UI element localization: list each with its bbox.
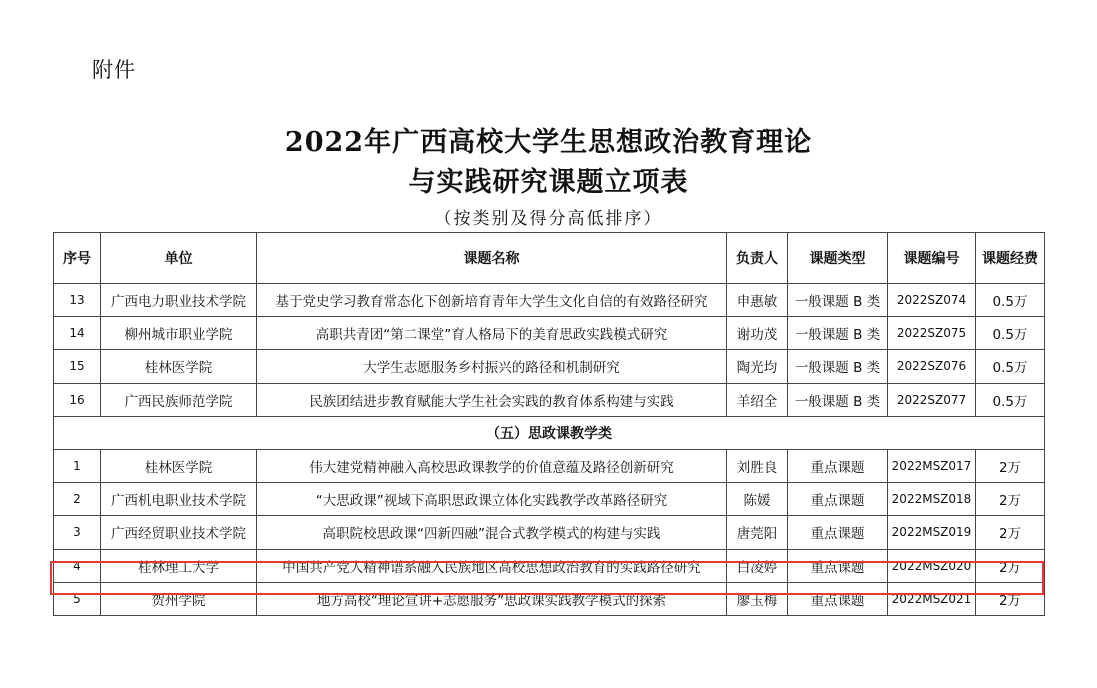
cell-fund: 0.5万	[976, 383, 1045, 416]
table-row	[54, 449, 1045, 482]
cell-code: 2022MSZ021	[888, 582, 976, 615]
cell-unit: 广西经贸职业技术学院	[101, 516, 257, 549]
page-title-line2: 与实践研究课题立项表	[408, 167, 689, 198]
cell-leader: 廖玉梅	[727, 582, 788, 615]
cell-code: 2022SZ075	[888, 317, 976, 350]
cell-topic: 伟大建党精神融入高校思政课教学的价值意蕴及路径创新研究	[257, 449, 727, 482]
cell-fund: 0.5万	[976, 284, 1045, 317]
cell-unit: 桂林医学院	[101, 350, 257, 383]
table-row	[54, 516, 1045, 549]
table-header-row	[54, 233, 1045, 284]
cell-type: 一般课题 B 类	[788, 317, 888, 350]
cell-seq: 4	[54, 549, 101, 582]
cell-leader: 陈媛	[727, 483, 788, 516]
cell-unit: 桂林理工大学	[101, 549, 257, 582]
cell-topic: 基于党史学习教育常态化下创新培育青年大学生文化自信的有效路径研究	[257, 284, 727, 317]
header-type: 课题类型	[788, 233, 888, 284]
cell-topic: 高职院校思政课“四新四融”混合式教学模式的构建与实践	[257, 516, 727, 549]
cell-code: 2022MSZ017	[888, 449, 976, 482]
header-fund: 课题经费	[976, 233, 1045, 284]
cell-leader: 刘胜良	[727, 449, 788, 482]
cell-type: 一般课题 B 类	[788, 383, 888, 416]
table-row	[54, 582, 1045, 615]
cell-fund: 2万	[976, 483, 1045, 516]
cell-seq: 15	[54, 350, 101, 383]
cell-leader: 羊绍全	[727, 383, 788, 416]
cell-topic: 大学生志愿服务乡村振兴的路径和机制研究	[257, 350, 727, 383]
page-subtitle: （按类别及得分高低排序）	[434, 209, 663, 229]
cell-fund: 2万	[976, 549, 1045, 582]
header-seq: 序号	[54, 233, 101, 284]
table-row	[54, 383, 1045, 416]
cell-topic: 高职共青团“第二课堂”育人格局下的美育思政实践模式研究	[257, 317, 727, 350]
cell-leader: 白凌婷	[727, 549, 788, 582]
cell-type: 重点课题	[788, 483, 888, 516]
attachment-label: 附件	[92, 58, 136, 82]
cell-seq: 16	[54, 383, 101, 416]
section-label: （五）思政课教学类	[54, 416, 1045, 449]
cell-fund: 2万	[976, 582, 1045, 615]
table-row-highlighted	[54, 549, 1045, 582]
table-row	[54, 317, 1045, 350]
cell-seq: 1	[54, 449, 101, 482]
cell-leader: 唐莞阳	[727, 516, 788, 549]
cell-code: 2022MSZ019	[888, 516, 976, 549]
cell-topic: 中国共产党人精神谱系融入民族地区高校思想政治教育的实践路径研究	[257, 549, 727, 582]
cell-seq: 2	[54, 483, 101, 516]
header-code: 课题编号	[888, 233, 976, 284]
cell-seq: 5	[54, 582, 101, 615]
page-title-line1: 2022年广西高校大学生思想政治教育理论	[284, 127, 813, 158]
cell-seq: 13	[54, 284, 101, 317]
cell-type: 一般课题 B 类	[788, 284, 888, 317]
cell-fund: 0.5万	[976, 317, 1045, 350]
cell-unit: 桂林医学院	[101, 449, 257, 482]
cell-unit: 柳州城市职业学院	[101, 317, 257, 350]
cell-code: 2022SZ077	[888, 383, 976, 416]
cell-unit: 贺州学院	[101, 582, 257, 615]
cell-type: 重点课题	[788, 449, 888, 482]
cell-unit: 广西民族师范学院	[101, 383, 257, 416]
cell-unit: 广西电力职业技术学院	[101, 284, 257, 317]
table-row	[54, 284, 1045, 317]
cell-code: 2022MSZ018	[888, 483, 976, 516]
project-table	[53, 232, 1045, 616]
cell-unit: 广西机电职业技术学院	[101, 483, 257, 516]
cell-topic: 民族团结进步教育赋能大学生社会实践的教育体系构建与实践	[257, 383, 727, 416]
cell-type: 一般课题 B 类	[788, 350, 888, 383]
header-unit: 单位	[101, 233, 257, 284]
cell-seq: 14	[54, 317, 101, 350]
cell-code: 2022SZ074	[888, 284, 976, 317]
table-row	[54, 483, 1045, 516]
cell-fund: 0.5万	[976, 350, 1045, 383]
table-row	[54, 350, 1045, 383]
cell-topic: “大思政课”视域下高职思政课立体化实践教学改革路径研究	[257, 483, 727, 516]
cell-topic: 地方高校“理论宣讲+志愿服务”思政课实践教学模式的探索	[257, 582, 727, 615]
cell-fund: 2万	[976, 449, 1045, 482]
cell-seq: 3	[54, 516, 101, 549]
cell-type: 重点课题	[788, 516, 888, 549]
cell-leader: 申惠敏	[727, 284, 788, 317]
cell-code: 2022MSZ020	[888, 549, 976, 582]
cell-type: 重点课题	[788, 549, 888, 582]
cell-type: 重点课题	[788, 582, 888, 615]
cell-leader: 陶光均	[727, 350, 788, 383]
header-topic: 课题名称	[257, 233, 727, 284]
cell-code: 2022SZ076	[888, 350, 976, 383]
cell-leader: 谢功茂	[727, 317, 788, 350]
cell-fund: 2万	[976, 516, 1045, 549]
header-leader: 负责人	[727, 233, 788, 284]
section-row	[54, 416, 1045, 449]
